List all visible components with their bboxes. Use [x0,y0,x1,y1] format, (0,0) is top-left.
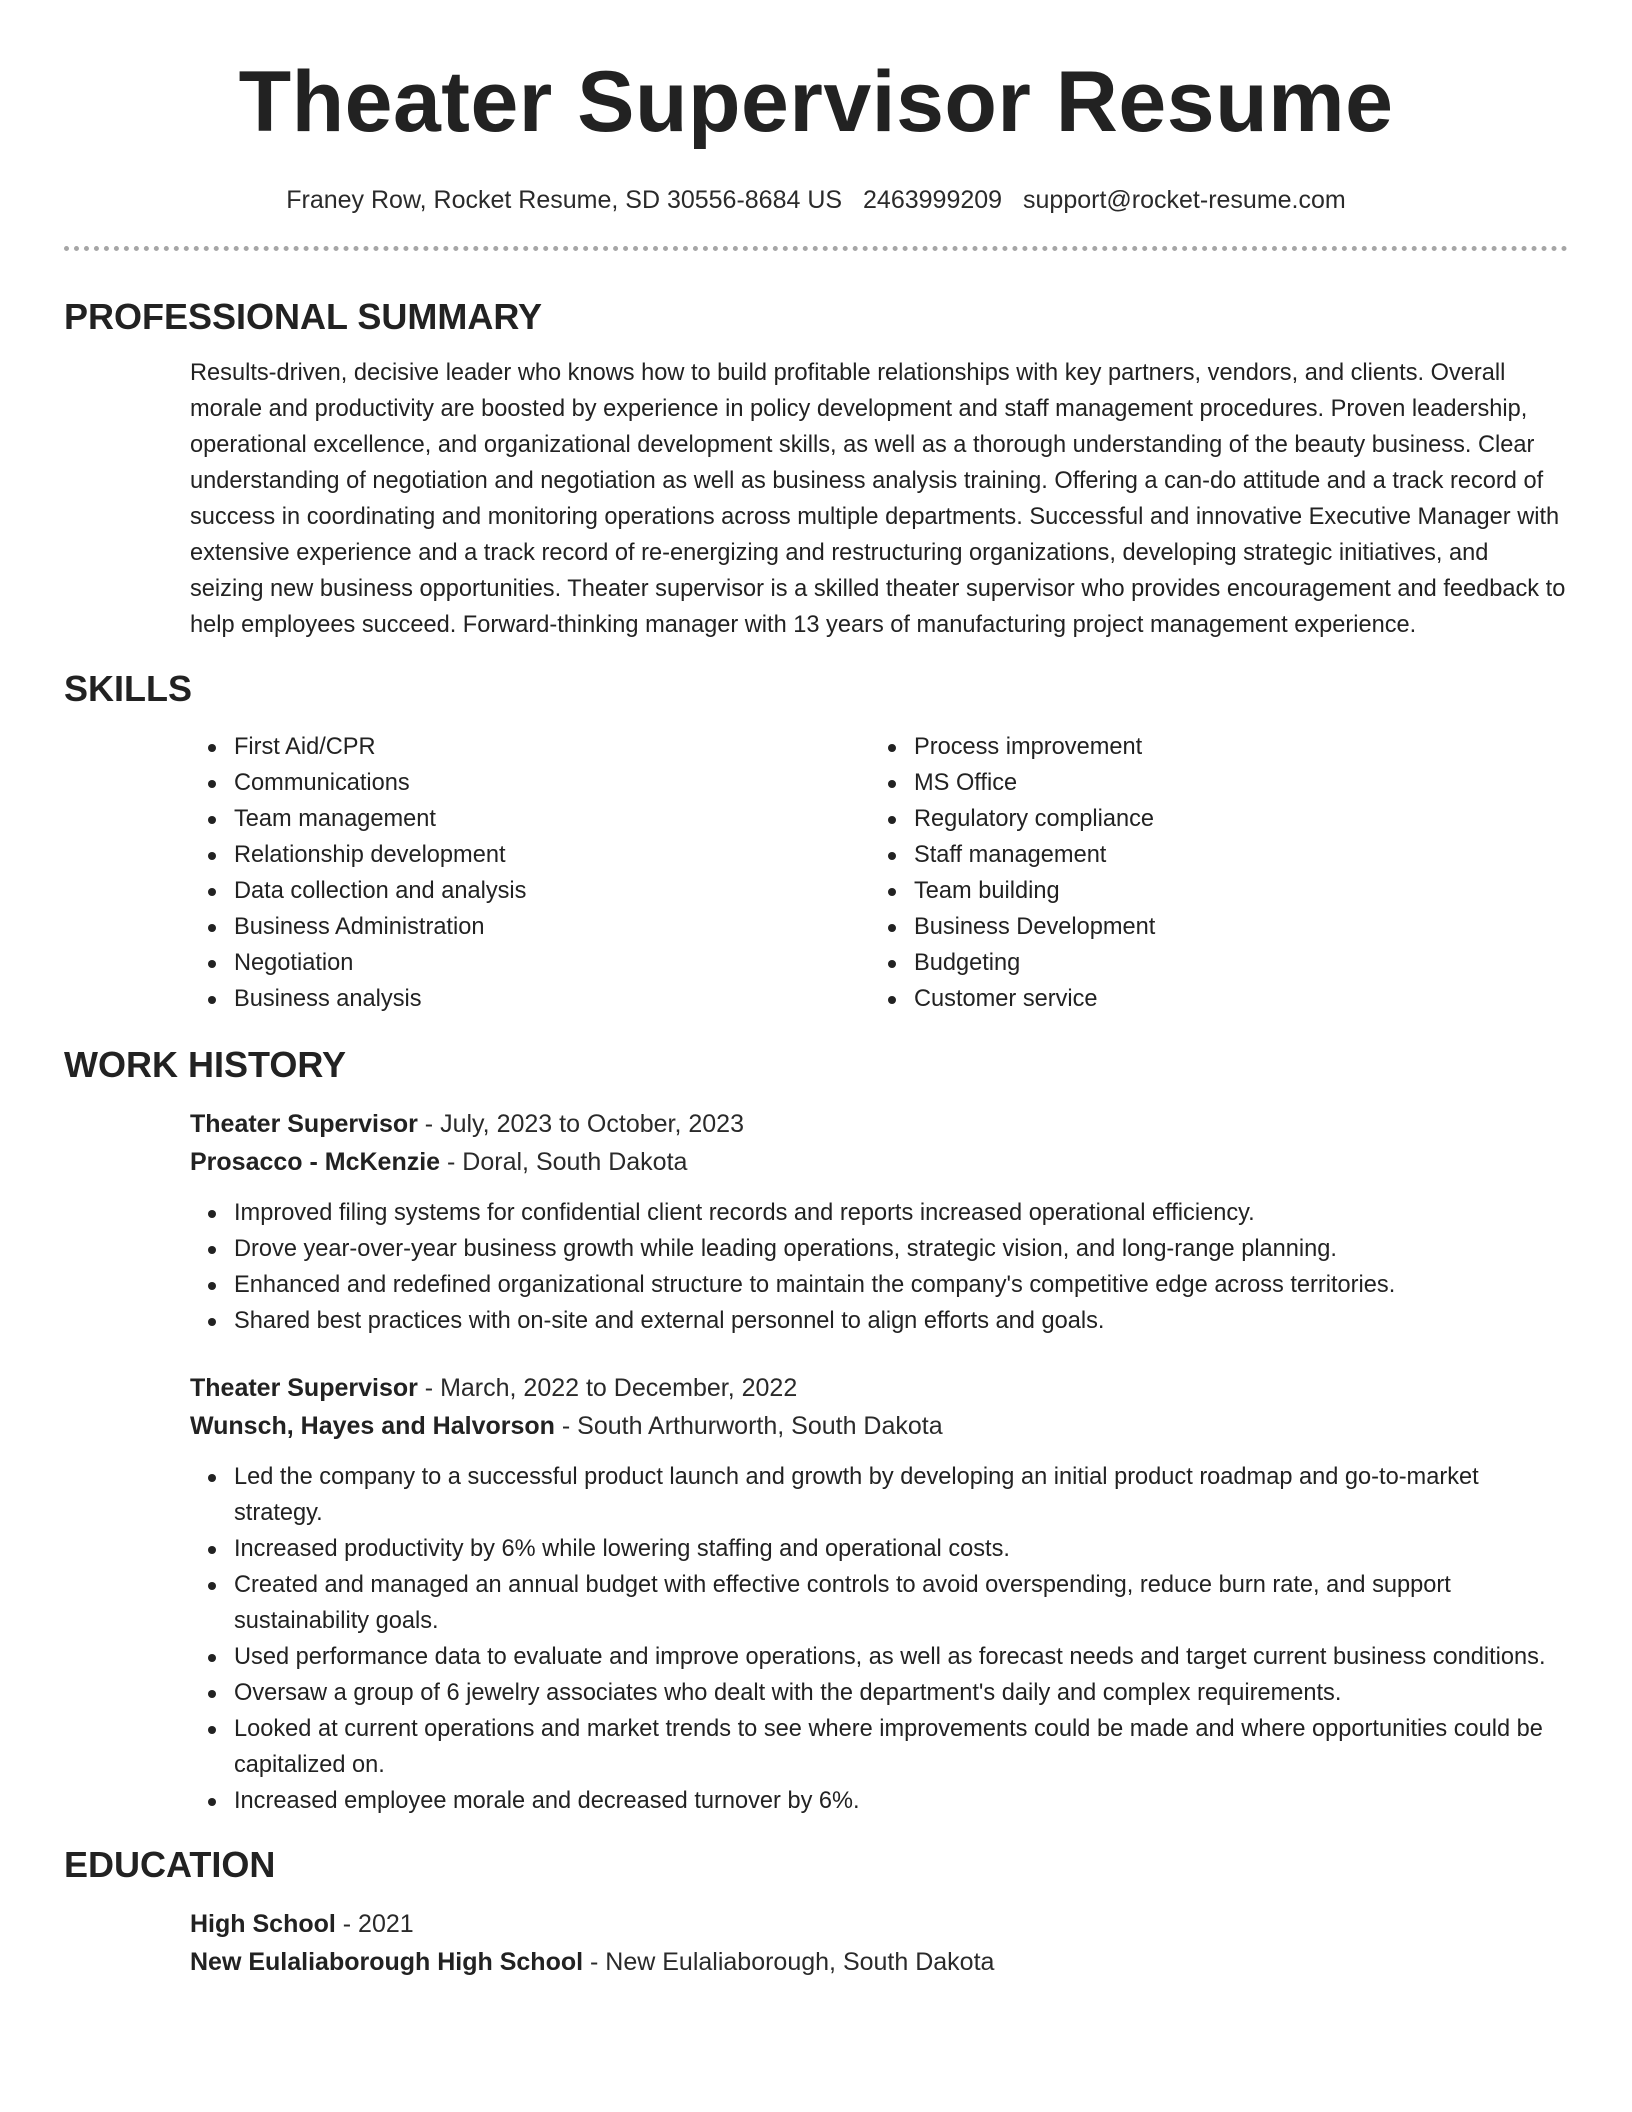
skill-item: Business Development [914,909,1550,945]
summary-text: Results-driven, decisive leader who knows how to build profitable relationships with key partners, vendors, and clients. Overall morale and productivity are boosted by experience in policy development and staff management procedures. Proven leadership, operational excellence, and organizational development skills, as well as a thorough understanding of the beauty business. Clear understanding of negotiation and negotiation as well as business analysis training. Offering a can-do attitude and a track record of success in coordinating and monitoring operations across multiple departments. Successful and innovative Executive Manager with extensive experience and a track record of re-energizing and restructuring organizations, developing strategic initiatives, and seizing new business opportunities. Theater supervisor is a skilled theater supervisor who provides encouragement and feedback to help employees succeed. Forward-thinking manager with 13 years of manufacturing project management experience. [190,360,1566,638]
contact-address: Franey Row, Rocket Resume, SD 30556-8684 US [286,186,843,214]
job-duty: Shared best practices with on-site and external personnel to align efforts and goals. [234,1303,1568,1339]
skills-column-right [870,729,1550,1017]
skill-item: Relationship development [234,837,870,873]
work-history-heading: WORK HISTORY [64,1044,347,1085]
education-school-line [190,1943,1568,1981]
skill-item: Communications [234,765,870,801]
skill-item: Business Administration [234,909,870,945]
job-duty: Increased productivity by 6% while lowering staffing and operational costs. [234,1531,1568,1567]
skill-item: Negotiation [234,945,870,981]
job-dates: - July, 2023 to October, 2023 [417,1110,744,1138]
skill-item: Team building [914,873,1550,909]
skill-item: Budgeting [914,945,1550,981]
job-title-line [190,1105,1568,1143]
job-duty: Oversaw a group of 6 jewelry associates who dealt with the department's daily and complex requirements. [234,1675,1568,1711]
header-divider [64,246,1568,251]
skill-item: Staff management [914,837,1550,873]
job-duty: Looked at current operations and market trends to see where improvements could be made and where opportunities could be capitalized on. [234,1711,1568,1783]
job-dates: - March, 2022 to December, 2022 [417,1374,798,1402]
education-degree-line [190,1905,1568,1943]
skill-item: Regulatory compliance [914,801,1550,837]
skill-item: MS Office [914,765,1550,801]
education-entry [190,1905,1568,1981]
education-location: - New Eulaliaborough, South Dakota [583,1948,995,1976]
job-title: Theater Supervisor [190,1110,418,1138]
skill-item: Business analysis [234,981,870,1017]
job-company-line [190,1143,1568,1181]
summary-heading: PROFESSIONAL SUMMARY [64,296,543,337]
job-location: - South Arthurworth, South Dakota [554,1412,943,1440]
job-title: Theater Supervisor [190,1374,418,1402]
skills-section [190,729,1568,1017]
job-duty: Used performance data to evaluate and improve operations, as well as forecast needs and target current business conditions. [234,1639,1568,1675]
job-duty: Improved filing systems for confidential client records and reports increased operational efficiency. [234,1195,1568,1231]
contact-line [64,184,1568,216]
job-duty: Created and managed an annual budget with effective controls to avoid overspending, reduce burn rate, and support sustainability goals. [234,1567,1568,1639]
skill-item: Team management [234,801,870,837]
skills-heading: SKILLS [64,668,193,709]
education-heading: EDUCATION [64,1844,276,1885]
job-duty: Increased employee morale and decreased turnover by 6%. [234,1783,1568,1819]
job-duty: Led the company to a successful product launch and growth by developing an initial product roadmap and go-to-market strategy. [234,1459,1568,1531]
job-duties-list [190,1459,1568,1819]
education-degree: High School [190,1910,336,1938]
education-year: - 2021 [335,1910,414,1938]
skill-item: Data collection and analysis [234,873,870,909]
job-entry [190,1369,1568,1819]
job-entry [190,1105,1568,1339]
job-title-line [190,1369,1568,1407]
skill-item: Process improvement [914,729,1550,765]
summary-section [190,355,1568,643]
skills-list-right [870,729,1550,1017]
education-school: New Eulaliaborough High School [190,1948,584,1976]
resume-title: Theater Supervisor Resume [238,54,1394,150]
job-duty: Enhanced and redefined organizational structure to maintain the company's competitive edge across territories. [234,1267,1568,1303]
job-duty: Drove year-over-year business growth while leading operations, strategic vision, and long-range planning. [234,1231,1568,1267]
job-location: - Doral, South Dakota [440,1148,688,1176]
skills-column-left [190,729,870,1017]
job-company-line [190,1407,1568,1445]
skill-item: Customer service [914,981,1550,1017]
skill-item: First Aid/CPR [234,729,870,765]
skills-list-left [190,729,870,1017]
contact-email: support@rocket-resume.com [1023,186,1346,214]
job-company: Wunsch, Hayes and Halvorson [190,1412,555,1440]
contact-phone: 2463999209 [863,186,1003,214]
job-company: Prosacco - McKenzie [190,1148,441,1176]
job-duties-list [190,1195,1568,1339]
